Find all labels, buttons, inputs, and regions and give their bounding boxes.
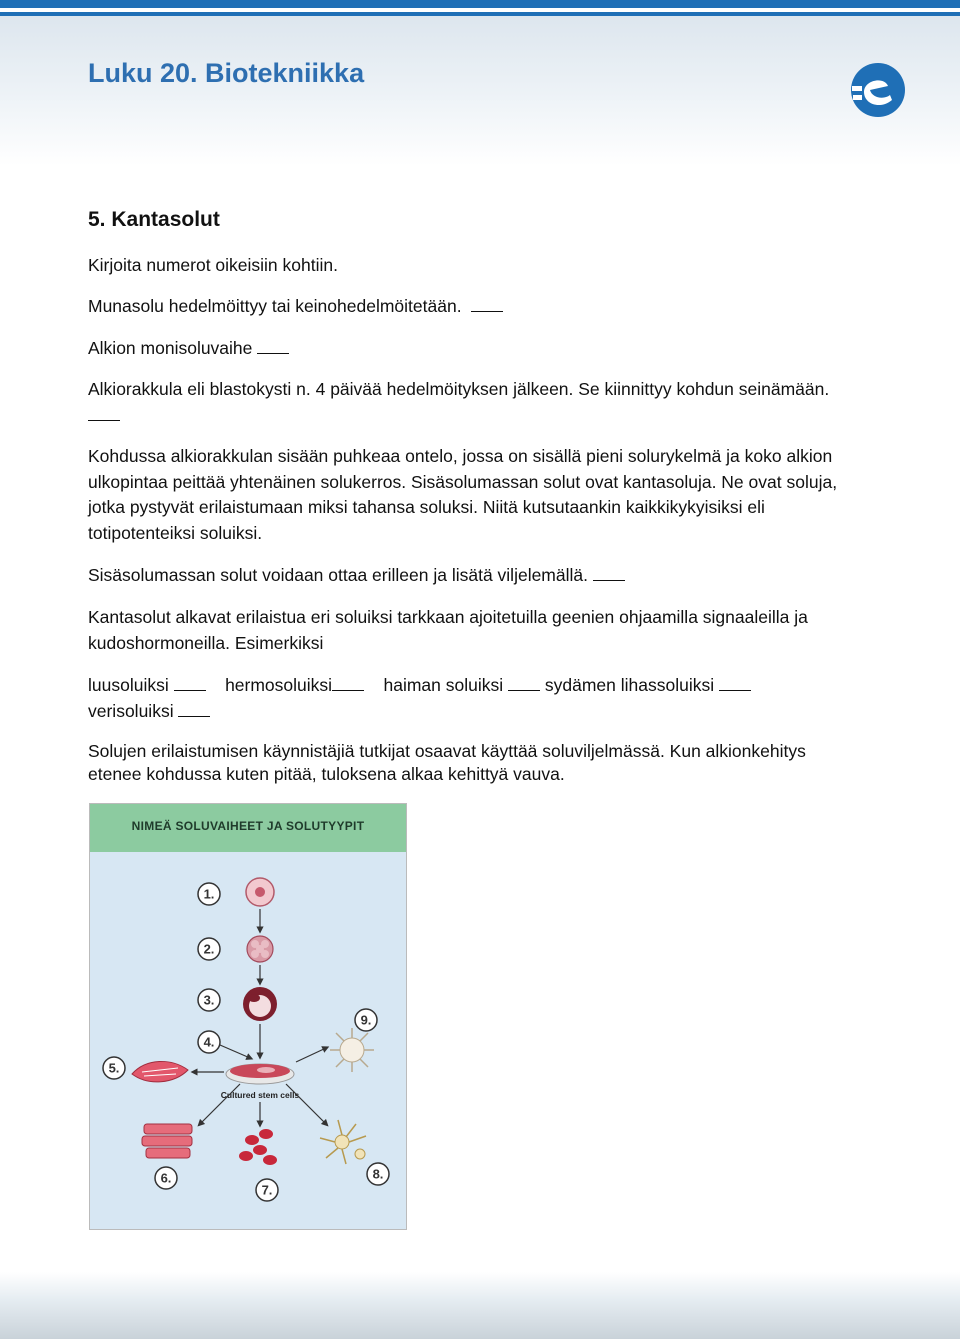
e-logo-icon xyxy=(850,62,906,118)
number-marker-2 xyxy=(198,938,220,960)
item-2: Alkion monisoluvaihe xyxy=(88,336,878,362)
item-5: Sisäsolumassan solut voidaan ottaa erilleen ja lisätä viljelemällä. xyxy=(88,563,878,589)
number-marker-3 xyxy=(198,989,220,1011)
answer-blank[interactable] xyxy=(174,676,206,691)
svg-text:3.: 3. xyxy=(203,992,215,1008)
figure-header xyxy=(90,804,406,852)
instruction-text: Kirjoita numerot oikeisiin kohtiin. xyxy=(88,255,338,275)
item-1: Munasolu hedelmöittyy tai keinohedelmöitetään. xyxy=(88,294,878,320)
answer-blank[interactable] xyxy=(719,676,751,691)
chapter-title: Luku 20. Biotekniikka xyxy=(88,58,365,88)
cell-type-pancreas: haiman soluiksi xyxy=(383,675,504,695)
morula-icon xyxy=(247,936,273,962)
petri-dish-icon xyxy=(226,1064,294,1084)
cell-type-nerve: hermosoluiksi xyxy=(225,675,333,695)
answer-blank[interactable] xyxy=(257,339,289,354)
muscle-cell-icon xyxy=(132,1061,188,1081)
cell-type-heart-muscle: sydämen lihassoluiksi xyxy=(544,675,715,695)
answer-blank[interactable] xyxy=(508,676,540,691)
answer-blank[interactable] xyxy=(88,406,120,421)
item-4: Kohdussa alkiorakkulan sisään puhkeaa ontelo, jossa on sisällä pieni solurykelmä ja koko alkion ulkopintaa peittää yhtenäinen solukerros. Sisäsolumassan solut ovat kantasoluja. Ne ovat soluja, jotka pystyvät erilaistumaan miksi tahansa soluksi. Niitä kutsutaankin kaikkikykyisiksi eli totipotenteiksi soluiksi. xyxy=(88,446,838,543)
svg-text:8.: 8. xyxy=(372,1166,384,1182)
cell-diagram xyxy=(90,852,406,1230)
number-marker-1 xyxy=(198,883,220,905)
item-6: Kantasolut alkavat erilaistua eri soluiksi tarkkaan ajoitetuilla geenien ohjaamilla signaaleilla ja kudoshormoneilla. Esimerkiksi xyxy=(88,607,808,653)
item-3: Alkiorakkula eli blastokysti n. 4 päivää hedelmöityksen jälkeen. Se kiinnittyy kohdun seinämään. xyxy=(88,377,848,428)
section-title: 5. Kantasolut xyxy=(88,208,220,231)
top-accent-bar xyxy=(0,0,960,8)
blastocyst-icon xyxy=(243,987,277,1021)
svg-text:4.: 4. xyxy=(203,1034,215,1050)
heart-muscle-cell-icon xyxy=(142,1124,192,1158)
number-marker-6 xyxy=(155,1167,177,1189)
svg-text:2.: 2. xyxy=(203,941,215,957)
egg-cell-icon xyxy=(246,878,274,906)
svg-text:5.: 5. xyxy=(108,1060,120,1076)
cultured-stem-cells-label: Cultured stem cells xyxy=(220,1090,300,1100)
answer-blank[interactable] xyxy=(471,297,503,312)
answer-blank[interactable] xyxy=(332,676,364,691)
red-blood-cells-icon xyxy=(239,1129,277,1165)
number-marker-7 xyxy=(256,1179,278,1201)
svg-text:7.: 7. xyxy=(261,1182,273,1198)
number-marker-5 xyxy=(103,1057,125,1079)
answer-blank[interactable] xyxy=(178,702,210,717)
number-marker-9 xyxy=(355,1009,377,1031)
cell-diagram-figure xyxy=(89,803,407,1230)
answer-blank[interactable] xyxy=(593,566,625,581)
cell-type-blood: verisoluiksi xyxy=(88,700,174,721)
svg-text:9.: 9. xyxy=(360,1012,372,1028)
number-marker-8 xyxy=(367,1163,389,1185)
footer-band xyxy=(0,1272,960,1339)
closing-text: Solujen erilaistumisen käynnistäjiä tutkijat osaavat käyttää soluviljelmässä. Kun alkionkehitys etenee kohdussa kuten pitää, tuloksena alkaa kehittyä vauva. xyxy=(88,741,806,784)
svg-text:1.: 1. xyxy=(203,886,215,902)
header-band xyxy=(0,16,960,166)
cell-type-list xyxy=(88,673,878,724)
nerve-cell-icon xyxy=(320,1120,366,1164)
svg-text:6.: 6. xyxy=(160,1170,172,1186)
bone-cell-icon xyxy=(330,1028,374,1072)
number-marker-4 xyxy=(198,1031,220,1053)
figure-title: NIMEÄ SOLUVAIHEET JA SOLUTYYPIT xyxy=(131,819,365,833)
cell-type-bone: luusoluiksi xyxy=(88,675,169,695)
